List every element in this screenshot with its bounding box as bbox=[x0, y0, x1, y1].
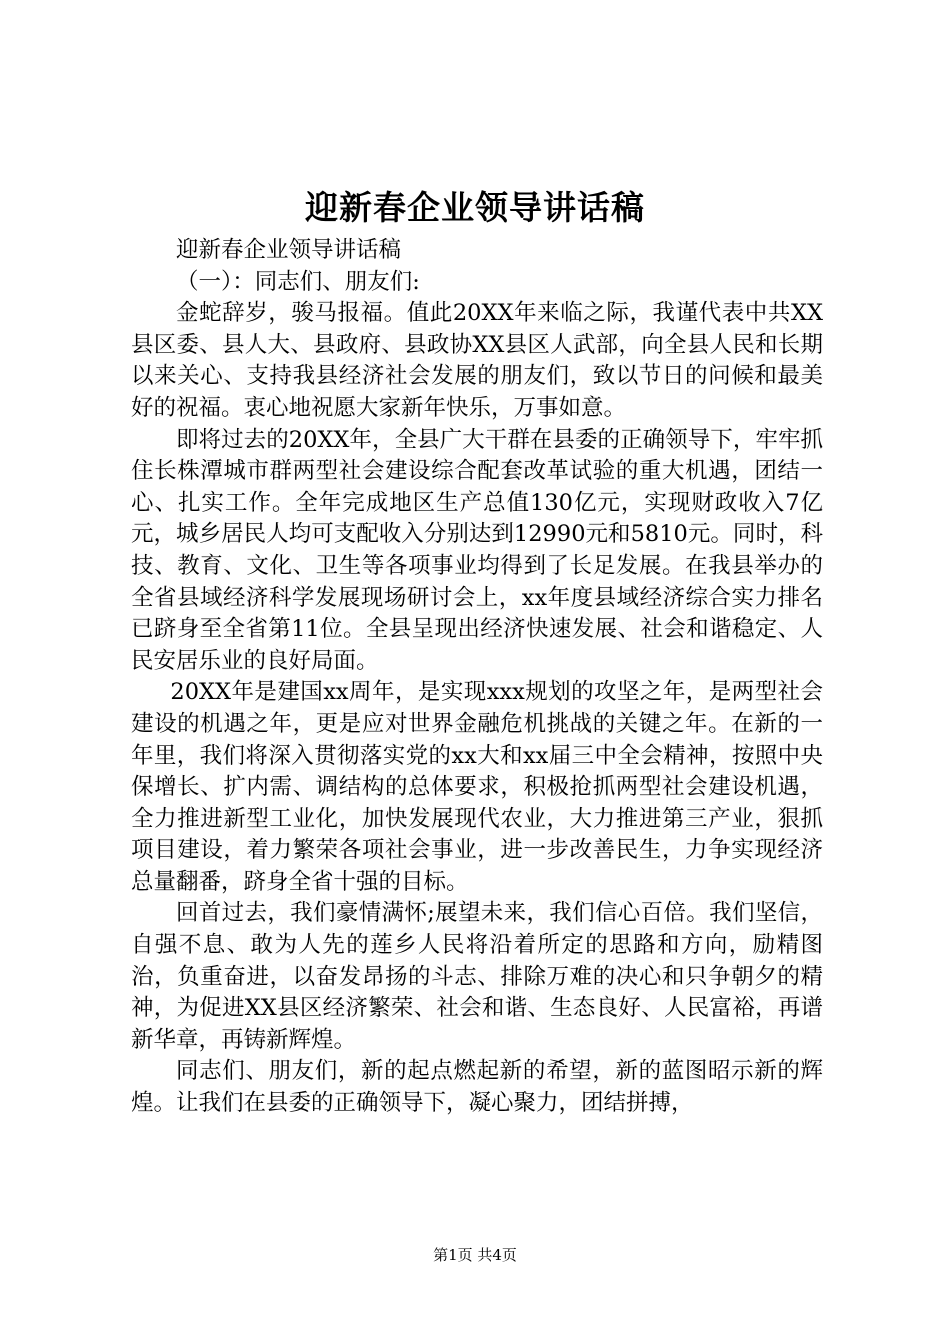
paragraph-salutation: （一）：同志们、朋友们: bbox=[176, 268, 420, 295]
paragraph: 金蛇辞岁，骏马报福。值此20XX年来临之际，我谨代表中共XX县区委、县人大、县政府、县政协XX县区人武部，向全县人民和长期以来关心、支持我县经济社会发展的朋友们，致以节日的问候和最美好的祝福。衷心地祝愿大家新年快乐，万事如意。 bbox=[131, 300, 823, 421]
paragraph: 20XX年是建国xx周年，是实现xxx规划的攻坚之年，是两型社会建设的机遇之年，更是应对世界金融危机挑战的关键之年。在新的一年里，我们将深入贯彻落实党的xx大和xx届三中全会精神，按照中央保增长、扩内需、调结构的总体要求，积极抢抓两型社会建设机遇，全力推进新型工业化，加快发展现代农业，大力推进第三产业，狠抓项目建设，着力繁荣各项社会事业，进一步改善民生，力争实现经济总量翻番，跻身全省十强的目标。 bbox=[131, 679, 823, 895]
paragraph: 回首过去，我们豪情满怀;展望未来，我们信心百倍。我们坚信，自强不息、敢为人先的莲乡人民将沿着所定的思路和方向，励精图治，负重奋进，以奋发昂扬的斗志、排除万难的决心和只争朝夕的精神，为促进XX县区经济繁荣、社会和谐、生态良好、人民富裕，再谱新华章，再铸新辉煌。 bbox=[131, 900, 823, 1053]
paragraph-subtitle: 迎新春企业领导讲话稿 bbox=[176, 237, 402, 263]
document-body bbox=[131, 235, 823, 1120]
document-title: 迎新春企业领导讲话稿 bbox=[305, 188, 645, 227]
page-number: 第1页 共4页 bbox=[433, 1246, 517, 1264]
paragraph: 同志们、朋友们，新的起点燃起新的希望，新的蓝图昭示新的辉煌。让我们在县委的正确领导下，凝心聚力，团结拼搏， bbox=[131, 1058, 823, 1117]
paragraph: 即将过去的20XX年，全县广大干群在县委的正确领导下，牢牢抓住长株潭城市群两型社会建设综合配套改革试验的重大机遇，团结一心、扎实工作。全年完成地区生产总值130亿元，实现财政收入7亿元，城乡居民人均可支配收入分别达到12990元和5810元。同时，科技、教育、文化、卫生等各项事业均得到了长足发展。在我县举办的全省县域经济科学发展现场研讨会上，xx年度县域经济综合实力排名已跻身至全省第11位。全县呈现出经济快速发展、社会和谐稳定、人民安居乐业的良好局面。 bbox=[131, 426, 823, 674]
